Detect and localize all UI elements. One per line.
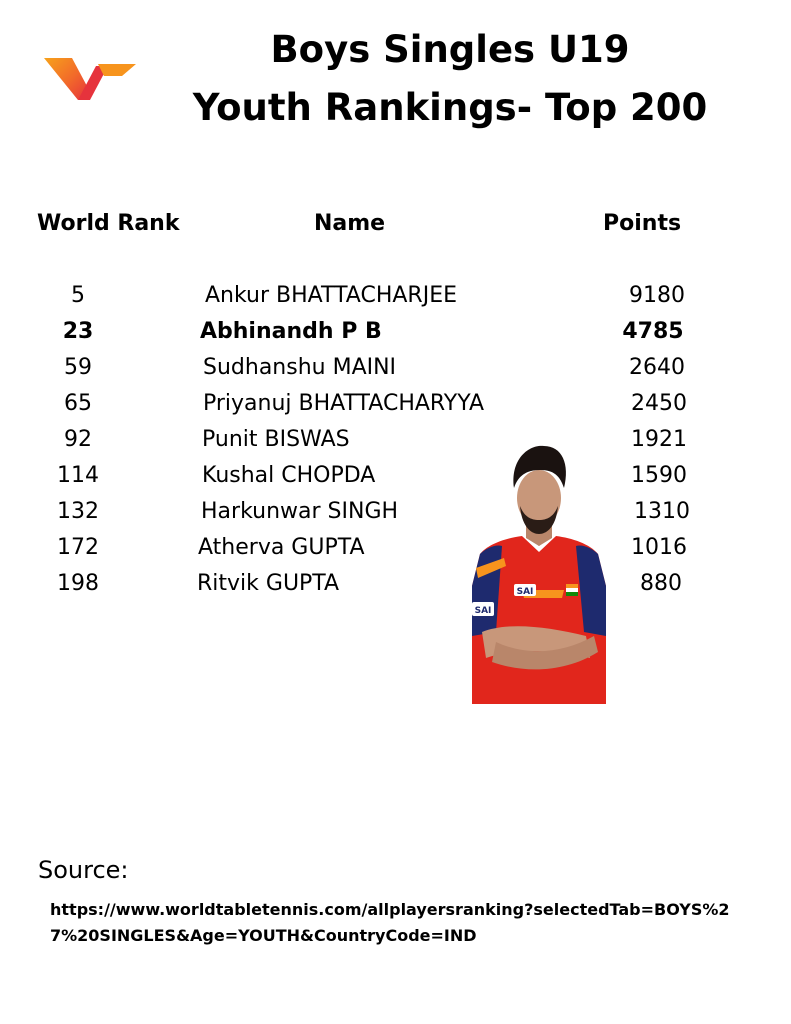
header-name: Name <box>314 211 386 236</box>
name-cell: Atherva GUPTA <box>198 535 365 560</box>
rank-cell: 114 <box>57 463 99 488</box>
points-cell: 2640 <box>629 355 685 380</box>
points-cell: 2450 <box>631 391 687 416</box>
source-label: Source: <box>38 856 129 884</box>
points-cell: 4785 <box>622 319 684 344</box>
points-cell: 1590 <box>631 463 687 488</box>
points-cell: 880 <box>640 571 682 596</box>
name-cell: Kushal CHOPDA <box>202 463 376 488</box>
table-row-highlighted <box>0 316 791 352</box>
wtt-logo-icon <box>42 54 138 104</box>
header-world-rank: World Rank <box>37 211 180 236</box>
rank-cell: 65 <box>64 391 92 416</box>
name-cell: Harkunwar SINGH <box>201 499 399 524</box>
player-photo <box>466 436 612 704</box>
name-cell: Punit BISWAS <box>202 427 350 452</box>
rank-cell: 23 <box>62 319 94 344</box>
rank-cell: 92 <box>64 427 92 452</box>
rankings-table <box>0 280 791 604</box>
header-points: Points <box>603 211 682 236</box>
name-cell: Ritvik GUPTA <box>197 571 340 596</box>
name-cell: Sudhanshu MAINI <box>203 355 397 380</box>
table-row <box>0 532 791 568</box>
points-cell: 1016 <box>631 535 687 560</box>
name-cell: Ankur BHATTACHARJEE <box>205 283 457 308</box>
rank-cell: 172 <box>57 535 99 560</box>
table-row <box>0 568 791 604</box>
page-title-line1: Boys Singles U19 <box>270 28 630 71</box>
table-row <box>0 424 791 460</box>
sleeve-sai-text: SAI <box>474 606 492 616</box>
rank-cell: 198 <box>57 571 99 596</box>
points-cell: 1310 <box>634 499 690 524</box>
source-url[interactable]: https://www.worldtabletennis.com/allplayersranking?selectedTab=BOYS%27%20SINGLES&Age=YOUTH&CountryCode=IND <box>50 900 730 945</box>
table-row <box>0 280 791 316</box>
table-row <box>0 352 791 388</box>
points-cell: 1921 <box>631 427 687 452</box>
rank-cell: 59 <box>64 355 92 380</box>
table-row <box>0 388 791 424</box>
name-cell: Abhinandh P B <box>200 319 382 344</box>
table-row <box>0 496 791 532</box>
rank-cell: 5 <box>71 283 85 308</box>
jersey-sai-text: SAI <box>516 587 534 597</box>
rank-cell: 132 <box>57 499 99 524</box>
points-cell: 9180 <box>629 283 685 308</box>
page-title-line2: Youth Rankings- Top 200 <box>192 86 708 129</box>
name-cell: Priyanuj BHATTACHARYYA <box>203 391 485 416</box>
table-row <box>0 460 791 496</box>
